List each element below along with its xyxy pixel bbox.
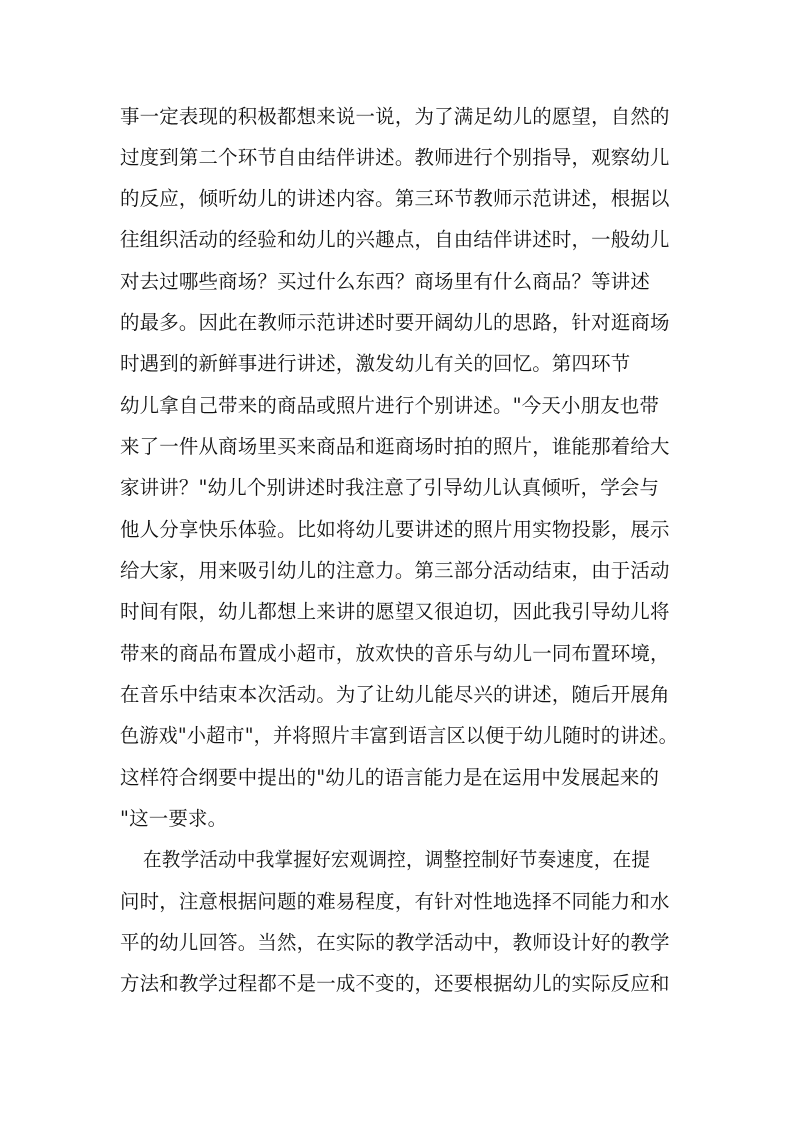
text-line: 时间有限，幼儿都想上来讲的愿望又很迫切，因此我引导幼儿将 — [120, 600, 670, 623]
text-line: 的最多。因此在教师示范讲述时要开阔幼儿的思路，针对逛商场 — [120, 311, 670, 334]
text-line: 带来的商品布置成小超市，放欢快的音乐与幼儿一同布置环境， — [120, 642, 670, 665]
text-line: 的反应，倾听幼儿的讲述内容。第三环节教师示范讲述，根据以 — [120, 187, 670, 210]
text-line: 给大家，用来吸引幼儿的注意力。第三部分活动结束，由于活动 — [120, 559, 670, 582]
text-line: 对去过哪些商场？买过什么东西？商场里有什么商品？等讲述 — [120, 270, 651, 293]
text-line: 事一定表现的积极都想来说一说，为了满足幼儿的愿望，自然的 — [120, 105, 670, 128]
text-line: 这样符合纲要中提出的"幼儿的语言能力是在运用中发展起来的 — [120, 766, 660, 789]
text-line: 在音乐中结束本次活动。为了让幼儿能尽兴的讲述，随后开展角 — [120, 683, 670, 706]
text-line: 他人分享快乐体验。比如将幼儿要讲述的照片用实物投影，展示 — [120, 518, 670, 541]
paragraph-first-line: 在教学活动中我掌握好宏观调控，调整控制好节奏速度，在提 — [143, 848, 651, 871]
text-line: 问时，注意根据问题的难易程度，有针对性地选择不同能力和水 — [120, 890, 670, 913]
text-line: 家讲讲？"幼儿个别讲述时我注意了引导幼儿认真倾听，学会与 — [120, 476, 660, 499]
text-line: 过度到第二个环节自由结伴讲述。教师进行个别指导，观察幼儿 — [120, 146, 670, 169]
text-line: 来了一件从商场里买来商品和逛商场时拍的照片，谁能那着给大 — [120, 435, 670, 458]
text-line: "这一要求。 — [120, 807, 228, 830]
text-line: 色游戏"小超市"，并将照片丰富到语言区以便于幼儿随时的讲述。 — [120, 724, 678, 747]
text-line: 平的幼儿回答。当然，在实际的教学活动中，教师设计好的教学 — [120, 931, 670, 954]
text-line: 幼儿拿自己带来的商品或照片进行个别讲述。"今天小朋友也带 — [120, 394, 660, 417]
text-line: 时遇到的新鲜事进行讲述，激发幼儿有关的回忆。第四环节 — [120, 352, 631, 375]
text-line: 方法和教学过程都不是一成不变的，还要根据幼儿的实际反应和 — [120, 972, 670, 995]
text-line: 往组织活动的经验和幼儿的兴趣点，自由结伴讲述时，一般幼儿 — [120, 228, 670, 251]
